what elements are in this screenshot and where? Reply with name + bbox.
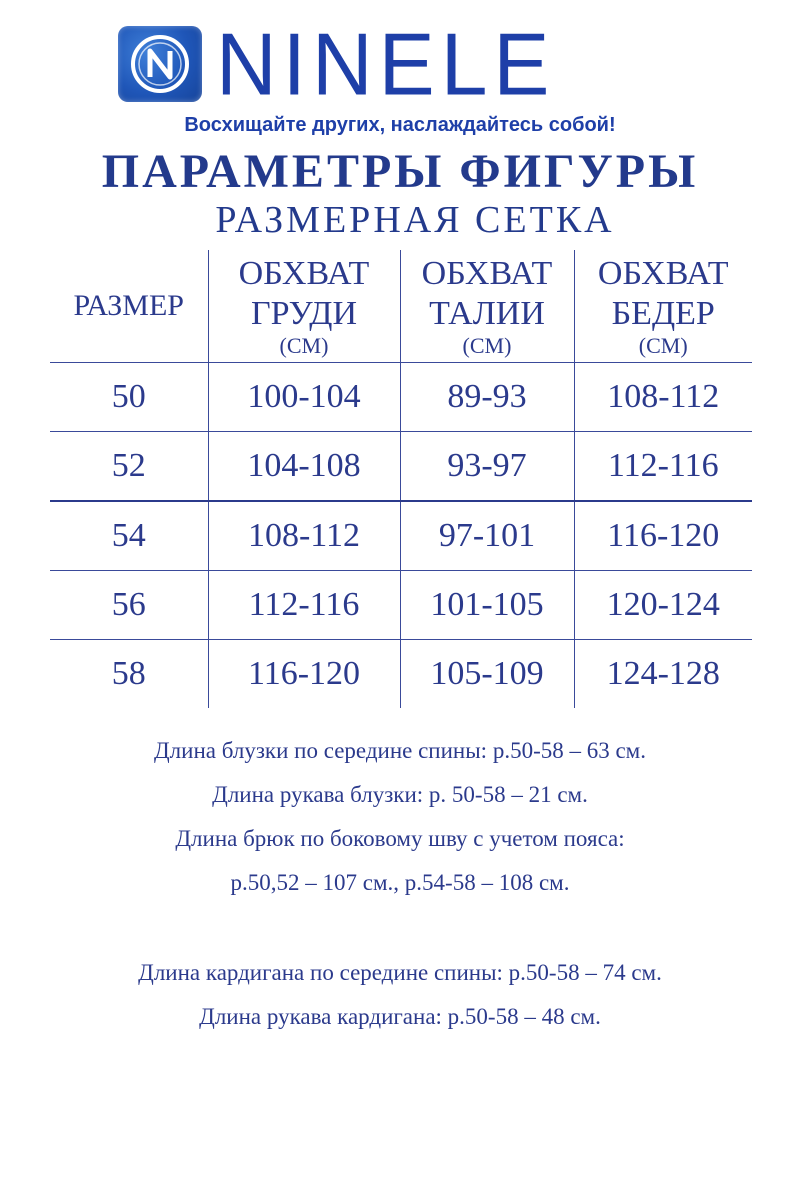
cell-waist: 101-105 [400, 571, 574, 640]
cell-size: 50 [50, 363, 208, 432]
note-line: Длина блузки по середине спины: р.50-58 – 63 см. [153, 738, 646, 763]
cell-bust: 116-120 [208, 640, 400, 709]
note-line: Длина рукава кардигана: р.50-58 – 48 см. [199, 1004, 601, 1029]
cell-bust: 100-104 [208, 363, 400, 432]
table-row [50, 432, 752, 502]
cell-waist: 97-101 [400, 501, 574, 571]
cell-hips: 124-128 [574, 640, 752, 709]
cell-hips: 120-124 [574, 571, 752, 640]
table-row [50, 571, 752, 640]
header-hips [574, 250, 752, 363]
header-bust-unit: (СМ) [279, 333, 329, 358]
cell-hips: 112-116 [574, 432, 752, 502]
header-waist [400, 250, 574, 363]
table-row [50, 363, 752, 432]
cell-waist: 89-93 [400, 363, 574, 432]
header-bust [208, 250, 400, 363]
header-waist-line1: ОБХВАТ [421, 255, 553, 292]
header-waist-unit: (СМ) [462, 333, 512, 358]
note-line: р.50,52 – 107 см., р.54-58 – 108 см. [230, 870, 570, 895]
note-line: Длина рукава блузки: р. 50-58 – 21 см. [212, 782, 588, 807]
cell-bust: 112-116 [208, 571, 400, 640]
header-hips-unit: (СМ) [638, 333, 688, 358]
cell-size: 52 [50, 432, 208, 502]
cell-bust: 108-112 [208, 501, 400, 571]
cell-bust: 104-108 [208, 432, 400, 502]
note-line: Длина кардигана по середине спины: р.50-58 – 74 см. [138, 960, 662, 985]
garment-length-notes [0, 736, 800, 1046]
page-subtitle: РАЗМЕРНАЯ СЕТКА [215, 199, 615, 241]
note-line: Длина брюк по боковому шву с учетом пояса: [175, 826, 625, 851]
header-bust-line1: ОБХВАТ [238, 255, 370, 292]
table-row [50, 501, 752, 571]
brand-logo [118, 14, 556, 114]
header-hips-line1: ОБХВАТ [597, 255, 729, 292]
size-chart-table [50, 250, 752, 708]
cell-size: 54 [50, 501, 208, 571]
page-title: ПАРАМЕТРЫ ФИГУРЫ [101, 145, 699, 198]
header-waist-line2: ТАЛИИ [429, 295, 545, 332]
cell-size: 56 [50, 571, 208, 640]
brand-slogan: Восхищайте других, наслаждайтесь собой! [184, 114, 616, 136]
table-row [50, 640, 752, 709]
cell-size: 58 [111, 655, 146, 692]
header-size [50, 250, 208, 363]
table-header-row [50, 250, 752, 363]
header-bust-line2: ГРУДИ [250, 295, 358, 332]
header-hips-line2: БЕДЕР [611, 295, 715, 332]
cell-hips: 116-120 [574, 501, 752, 571]
cell-waist: 105-109 [400, 640, 574, 709]
cell-waist: 93-97 [400, 432, 574, 502]
header-size-label: РАЗМЕР [73, 289, 184, 322]
cell-hips: 108-112 [574, 363, 752, 432]
brand-name: NINELE [216, 14, 556, 114]
ninele-n-monogram-icon [118, 26, 202, 102]
